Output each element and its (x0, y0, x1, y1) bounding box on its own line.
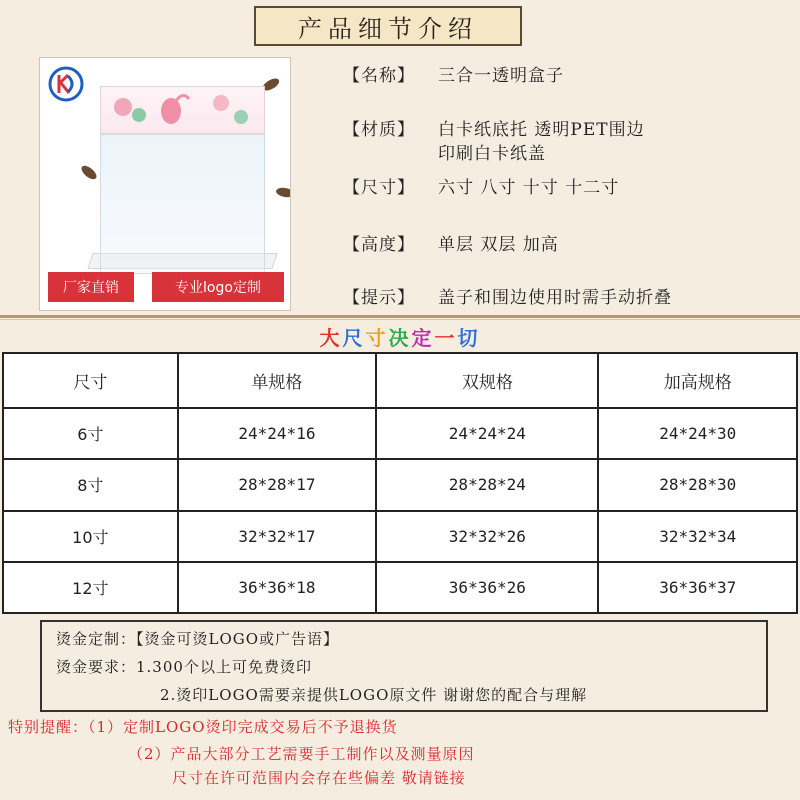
spec-value-line2: 印刷白卡纸盖 (438, 144, 546, 164)
tag-factory-direct: 厂家直销 (48, 272, 134, 302)
warning-line: 尺寸在许可范围内会存在些偏差 敬请链接 (172, 769, 466, 787)
table-header: 尺寸 (3, 353, 178, 408)
warning-line: （2）产品大部分工艺需要手工制作以及测量原因 (128, 745, 475, 763)
slogan-char: 一 (434, 326, 458, 350)
table-header: 单规格 (178, 353, 377, 408)
slogan-char: 大 (319, 326, 343, 350)
spec-value: 盖子和围边使用时需手动折叠 (438, 288, 672, 308)
spec-name (343, 64, 564, 88)
hot-stamp-notes (40, 620, 768, 712)
slogan-char: 寸 (365, 326, 389, 350)
table-cell: 10寸 (3, 511, 178, 562)
note-line: 烫金要求：1.300个以上可免费烫印 (56, 658, 312, 676)
table-cell: 12寸 (3, 562, 178, 613)
table-cell: 24*24*24 (376, 408, 598, 459)
spec-size (343, 176, 619, 200)
slogan-char: 切 (457, 326, 481, 350)
table-cell: 6寸 (3, 408, 178, 459)
section-divider (0, 315, 800, 318)
spec-value: 单层 双层 加高 (438, 235, 559, 255)
spec-label: 【材质】 (343, 120, 415, 140)
warning-line: 特别提醒：（1）定制LOGO烫印完成交易后不予退换货 (8, 718, 398, 736)
spec-label: 【提示】 (343, 288, 415, 308)
table-row (3, 511, 797, 562)
leaf-decoration (79, 163, 99, 181)
spec-tip (343, 286, 672, 310)
spec-height (343, 233, 559, 257)
table-header: 加高规格 (598, 353, 797, 408)
table-cell: 36*36*18 (178, 562, 377, 613)
spec-material (343, 118, 645, 164)
tag-logo-custom: 专业logo定制 (152, 272, 284, 302)
table-cell: 32*32*26 (376, 511, 598, 562)
table-header: 双规格 (376, 353, 598, 408)
flamingo-flower-pattern (101, 87, 264, 133)
table-row (3, 562, 797, 613)
table-cell: 28*28*30 (598, 459, 797, 510)
table-cell: 36*36*37 (598, 562, 797, 613)
note-line: 烫金定制：【烫金可烫LOGO或广告语】 (56, 630, 340, 648)
slogan-char: 尺 (342, 326, 366, 350)
table-header-row (3, 353, 797, 408)
slogan-char: 定 (411, 326, 435, 350)
spec-label: 【高度】 (343, 235, 415, 255)
table-row (3, 459, 797, 510)
table-cell: 24*24*16 (178, 408, 377, 459)
table-cell: 32*32*34 (598, 511, 797, 562)
box-printed-lid (100, 86, 265, 134)
page-title: 产品细节介绍 (298, 14, 478, 43)
page-title-box (254, 6, 522, 46)
slogan-char: 决 (388, 326, 412, 350)
slogan (0, 322, 800, 351)
product-photo (40, 58, 290, 310)
spec-value: 六寸 八寸 十寸 十二寸 (438, 178, 620, 198)
table-cell: 24*24*30 (598, 408, 797, 459)
table-row (3, 408, 797, 459)
note-line: 2.烫印LOGO需要亲提供LOGO原文件 谢谢您的配合与理解 (160, 686, 588, 704)
table-cell: 8寸 (3, 459, 178, 510)
table-cell: 28*28*17 (178, 459, 377, 510)
table-cell: 28*28*24 (376, 459, 598, 510)
leaf-decoration (275, 187, 290, 199)
section-divider-thin (0, 319, 800, 320)
box-transparent-wall (100, 134, 265, 274)
kd-logo-icon (48, 66, 84, 102)
size-table (2, 352, 798, 614)
spec-label: 【名称】 (343, 66, 415, 86)
table-cell: 32*32*17 (178, 511, 377, 562)
table-cell: 36*36*26 (376, 562, 598, 613)
spec-label: 【尺寸】 (343, 178, 415, 198)
spec-value: 三合一透明盒子 (438, 66, 564, 86)
spec-value: 白卡纸底托 透明PET围边 (438, 120, 645, 140)
